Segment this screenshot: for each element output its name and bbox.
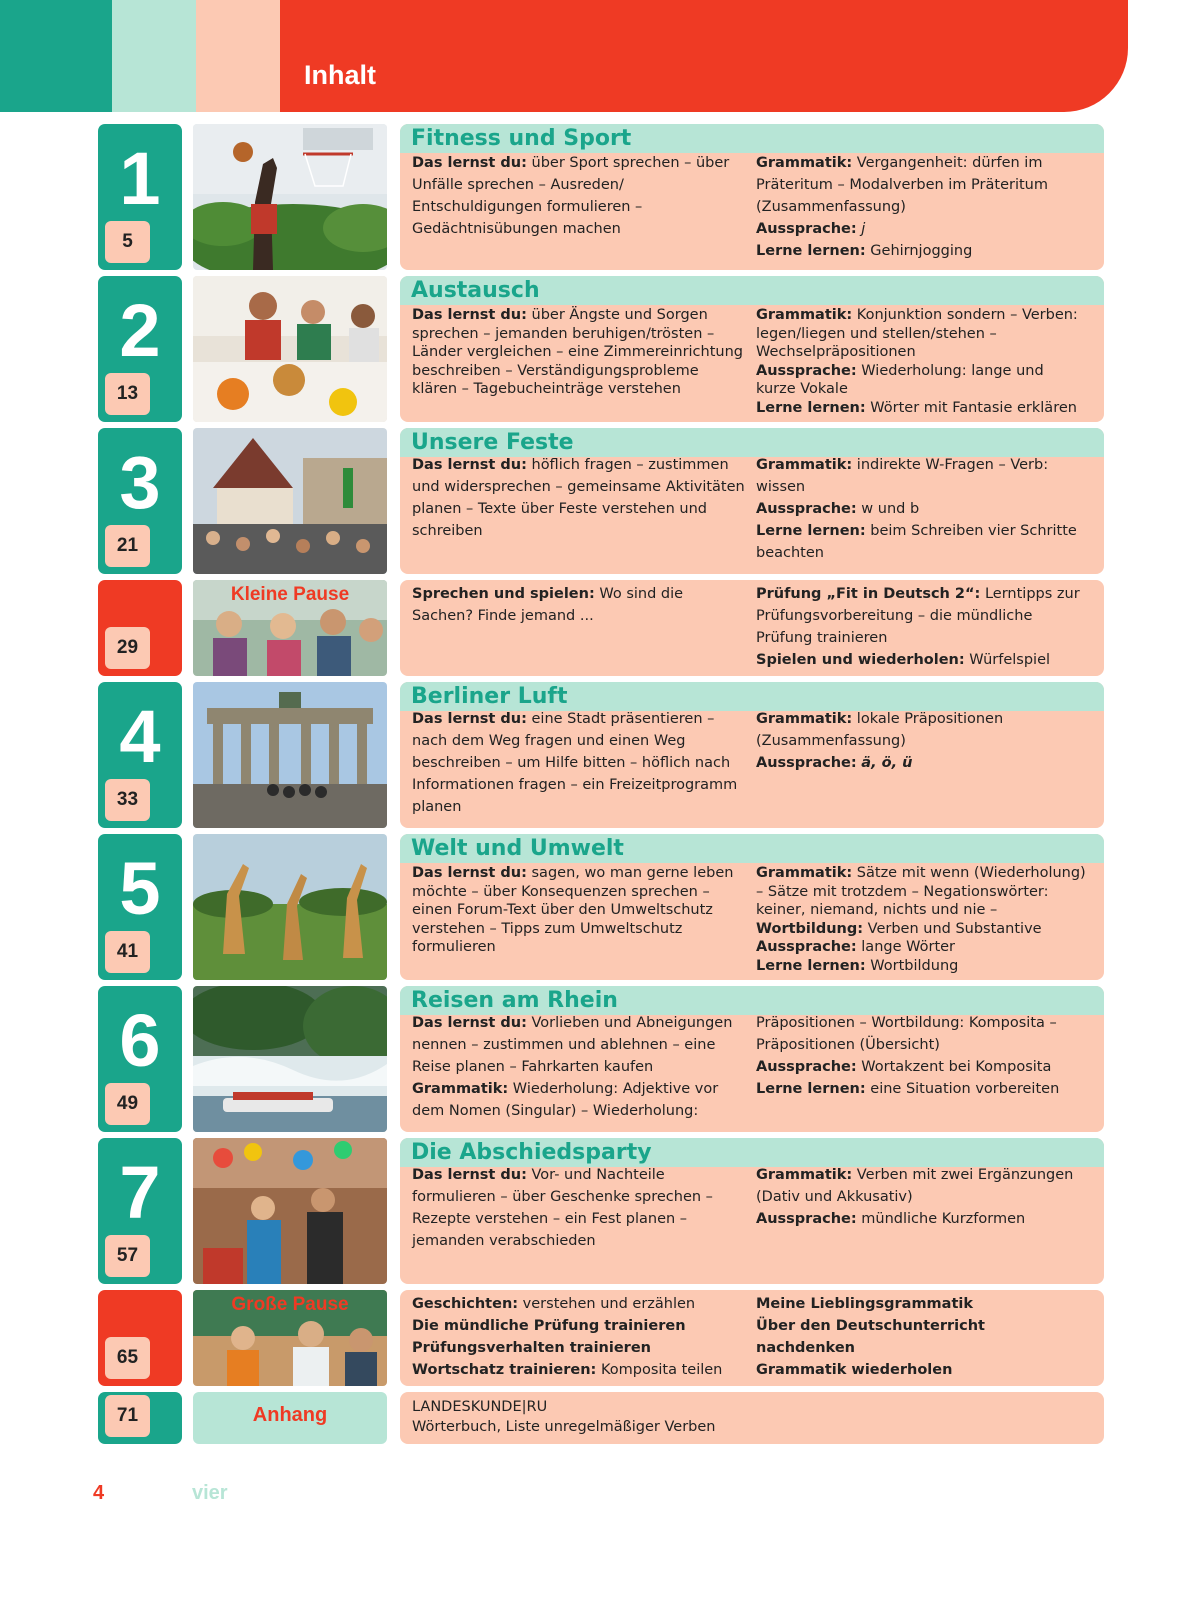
- word-formation-text: Verben und Substantive: [867, 920, 1042, 937]
- grammar-pronunciation: [756, 454, 1086, 564]
- pause-label: Große Pause: [231, 1294, 349, 1315]
- chapter-page-number: 5: [105, 221, 150, 263]
- grammar-label: Grammatik:: [756, 457, 853, 473]
- chapter-row-5[interactable]: [98, 834, 1104, 980]
- footer-page-word: vier: [192, 1482, 228, 1504]
- chapter-photo-family-dinner: [193, 276, 387, 422]
- pause-right-label: Grammatik wiederholen: [756, 1362, 953, 1378]
- chapter-page-number: 49: [105, 1083, 150, 1125]
- grammar-text: lokale Präpositionen (Zusammenfassung): [756, 711, 1004, 749]
- chapter-title: Reisen am Rhein: [400, 986, 1104, 1015]
- footer-page-number: 4: [93, 1482, 105, 1504]
- pronunciation-label: Aussprache:: [756, 501, 857, 517]
- learning-goals-label: Das lernst du:: [412, 1167, 527, 1183]
- learn-to-learn-text: beim Schreiben vier Schritte beachten: [756, 523, 1077, 561]
- grammar-text: Vergangenheit: dürfen im Präteritum – Modalverben im Präteritum (Zusammenfassung): [756, 155, 1048, 215]
- learning-goals: [412, 306, 748, 399]
- chapter-row-1[interactable]: [98, 124, 1104, 270]
- chapter-photo-party: [193, 1138, 387, 1284]
- learning-goals-text: sagen, wo man gerne leben möchte – über Konsequenzen sprechen – einen Forum-Text über den Umweltschutz verstehen – Tipps zum Umweltschutz formulieren: [412, 865, 734, 955]
- grammar-text: Verben mit zwei Ergänzungen (Dativ und Akkusativ): [756, 1167, 1074, 1205]
- pause-left: [412, 583, 748, 627]
- grammar-text: Wiederholung: Adjektive vor dem Nomen (Singular) – Wiederholung:: [412, 1081, 719, 1119]
- chapter-number: 5: [119, 847, 161, 930]
- chapter-number: 7: [119, 1151, 161, 1234]
- learning-goals-text: höflich fragen – zustimmen und widersprechen – gemeinsame Aktivitäten planen – Texte über Feste verstehen und schreiben: [412, 457, 745, 539]
- pronunciation-label: Aussprache:: [756, 1059, 857, 1075]
- learning-goals: [412, 1164, 748, 1252]
- pause-number-box: [98, 580, 182, 676]
- chapter-number-box: [98, 1138, 182, 1284]
- learning-goals-label: Das lernst du:: [412, 307, 527, 323]
- learn-to-learn-text: Wörter mit Fantasie erklären: [870, 399, 1077, 416]
- chapter-title: Welt und Umwelt: [400, 834, 1104, 863]
- chapter-number: 2: [119, 289, 161, 372]
- chapter-photo-basketball: [193, 124, 387, 270]
- chapter-number: 1: [119, 137, 161, 220]
- learning-goals: [412, 1012, 748, 1122]
- chapter-number-box: [98, 682, 182, 828]
- grammar-pronunciation: [756, 864, 1086, 975]
- grammar-continued-text: Präpositionen – Wortbildung: Komposita – Präpositionen (Übersicht): [756, 1015, 1057, 1053]
- learning-goals-label: Das lernst du:: [412, 457, 527, 473]
- appendix-content: [400, 1392, 1104, 1444]
- chapter-row-6[interactable]: [98, 986, 1104, 1132]
- chapter-number-box: [98, 124, 182, 270]
- header-mint-block: [112, 0, 196, 112]
- grammar-pronunciation: [756, 708, 1086, 774]
- appendix-line-1: LANDESKUNDE|RU: [412, 1399, 548, 1415]
- grammar-label: Grammatik:: [756, 1167, 853, 1183]
- header-red-banner: [280, 0, 1128, 112]
- learn-to-learn-label: Lerne lernen:: [756, 243, 866, 259]
- pronunciation-text: w und b: [861, 501, 920, 517]
- pronunciation-label: Aussprache:: [756, 221, 857, 237]
- appendix-label-box: [193, 1392, 387, 1444]
- learning-goals: [412, 708, 748, 818]
- pause-photo-group: [193, 580, 387, 676]
- learning-goals-text: Vorlieben und Abneigungen nennen – zustimmen und ablehnen – eine Reise planen – Fahrkarten kaufen: [412, 1015, 733, 1075]
- chapter-page-number: 33: [105, 779, 150, 821]
- pause-right-text: Würfelspiel: [969, 652, 1051, 668]
- learn-to-learn-text: Wortbildung: [870, 957, 959, 974]
- pause-left-label: Prüfungsverhalten trainieren: [412, 1340, 651, 1356]
- learn-to-learn-label: Lerne lernen:: [756, 957, 866, 974]
- pronunciation-label: Aussprache:: [756, 1211, 857, 1227]
- pronunciation-label: Aussprache:: [756, 755, 857, 771]
- pause-left: [412, 1293, 748, 1381]
- pause-right: [756, 583, 1086, 671]
- chapter-photo-town-festival: [193, 428, 387, 574]
- chapter-row-4[interactable]: [98, 682, 1104, 828]
- chapter-content: [400, 428, 1104, 574]
- pronunciation-label: Aussprache:: [756, 939, 857, 955]
- pause-right-label: Meine Lieblingsgrammatik: [756, 1296, 973, 1312]
- learn-to-learn-label: Lerne lernen:: [756, 523, 866, 539]
- chapter-page-number: 13: [105, 373, 150, 415]
- chapter-page-number: 41: [105, 931, 150, 973]
- grammar-label: Grammatik:: [756, 307, 853, 323]
- chapter-row-2[interactable]: [98, 276, 1104, 422]
- chapter-number-box: [98, 834, 182, 980]
- pause-label: Kleine Pause: [230, 584, 350, 605]
- pause-number-box: [98, 1290, 182, 1386]
- chapter-content: [400, 682, 1104, 828]
- grammar-pronunciation: [756, 152, 1086, 262]
- grammar-text: indirekte W-Fragen – Verb: wissen: [756, 457, 1049, 495]
- pause-row-grosse[interactable]: [98, 1290, 1104, 1386]
- grammar-label: Grammatik:: [756, 865, 853, 881]
- learning-goals: [412, 152, 748, 240]
- pause-content: [400, 1290, 1104, 1386]
- grammar-label: Grammatik:: [756, 711, 853, 727]
- pause-page-number: 29: [105, 627, 150, 669]
- chapter-number-box: [98, 428, 182, 574]
- chapter-page-number: 21: [105, 525, 150, 567]
- pause-row-kleine[interactable]: [98, 580, 1104, 676]
- chapter-title: Austausch: [400, 276, 1104, 305]
- learn-to-learn-text: Gehirnjogging: [870, 243, 973, 259]
- learning-goals-text: über Ängste und Sorgen sprechen – jemanden beruhigen/trösten – Länder vergleichen – eine Zimmereinrichtung beschreiben – Verständigungsprobleme klären – Tagebucheinträge verstehen: [412, 307, 743, 397]
- pause-right-label: Über den Deutschunterricht nachdenken: [756, 1318, 985, 1356]
- pause-left-label: Sprechen und spielen:: [412, 586, 595, 602]
- word-formation-label: Wortbildung:: [756, 920, 864, 937]
- chapter-photo-giraffes: [193, 834, 387, 980]
- page-title: Inhalt: [304, 60, 376, 90]
- chapter-content: [400, 276, 1104, 422]
- pause-right-label: Prüfung „Fit in Deutsch 2“:: [756, 586, 981, 602]
- pronunciation-text: Wortakzent bei Komposita: [861, 1059, 1052, 1075]
- chapter-title: Die Abschiedsparty: [400, 1138, 1104, 1167]
- learning-goals: [412, 454, 748, 542]
- grammar-text: Konjunktion sondern – Verben: legen/liegen und stellen/stehen – Wechselpräpositionen: [756, 307, 1078, 360]
- pause-right-text: Lerntipps zur Prüfungsvorbereitung – die mündliche Prüfung trainieren: [756, 586, 1080, 646]
- chapter-number: 6: [119, 999, 161, 1082]
- chapter-photo-rhine-falls: [193, 986, 387, 1132]
- pause-content: [400, 580, 1104, 676]
- pronunciation-text: j: [861, 221, 866, 237]
- chapter-row-7[interactable]: [98, 1138, 1104, 1284]
- grammar-label: Grammatik:: [756, 155, 853, 171]
- appendix-line-2: Wörterbuch, Liste unregelmäßiger Verben: [412, 1419, 716, 1435]
- pause-left-label: Die mündliche Prüfung trainieren: [412, 1318, 686, 1334]
- pronunciation-text: lange Wörter: [861, 939, 956, 955]
- grammar-pronunciation: [756, 306, 1086, 417]
- learning-goals-label: Das lernst du:: [412, 711, 527, 727]
- learning-goals-text: über Sport sprechen – über Unfälle sprechen – Ausreden/ Entschuldigungen formulieren – Gedächtnisübungen machen: [412, 155, 730, 237]
- chapter-photo-brandenburg-gate: [193, 682, 387, 828]
- chapter-content: [400, 986, 1104, 1132]
- appendix-label: Anhang: [252, 1404, 328, 1426]
- chapter-number-box: [98, 276, 182, 422]
- pause-left-label: Wortschatz trainieren:: [412, 1362, 597, 1378]
- chapter-page-number: 57: [105, 1235, 150, 1277]
- chapter-content: [400, 1138, 1104, 1284]
- pause-left-text: verstehen und erzählen: [522, 1296, 696, 1312]
- grammar-label: Grammatik:: [412, 1081, 509, 1097]
- pronunciation-label: Aussprache:: [756, 362, 857, 379]
- learn-to-learn-label: Lerne lernen:: [756, 1081, 866, 1097]
- chapter-row-3[interactable]: [98, 428, 1104, 574]
- pause-left-text: Wo sind die Sachen? Finde jemand ...: [412, 586, 684, 624]
- learning-goals-text: Vor- und Nachteile formulieren – über Geschenke sprechen – Rezepte verstehen – ein Fest planen – jemanden verabschieden: [412, 1167, 713, 1249]
- grammar-text: Sätze mit wenn (Wiederholung) – Sätze mit trotzdem – Negationswörter: keiner, niemand, nichts und nie –: [756, 865, 1086, 918]
- pause-right-label: Spielen und wiederholen:: [756, 652, 965, 668]
- learning-goals-label: Das lernst du:: [412, 155, 527, 171]
- pronunciation-text: mündliche Kurzformen: [861, 1211, 1026, 1227]
- learn-to-learn-text: eine Situation vorbereiten: [870, 1081, 1060, 1097]
- appendix-number-box: [98, 1392, 182, 1444]
- appendix-row[interactable]: [98, 1392, 1104, 1444]
- chapter-content: [400, 124, 1104, 270]
- pause-photo-classroom: [193, 1290, 387, 1386]
- chapter-number: 4: [119, 695, 161, 778]
- learning-goals-label: Das lernst du:: [412, 1015, 527, 1031]
- header-peach-block: [196, 0, 280, 112]
- header-teal-block: [0, 0, 112, 112]
- pause-right: [756, 1293, 1086, 1381]
- chapter-title: Fitness und Sport: [400, 124, 1104, 153]
- learning-goals-label: Das lernst du:: [412, 865, 527, 881]
- appendix-text: [412, 1397, 1052, 1437]
- chapter-number: 3: [119, 441, 161, 524]
- pronunciation-text: ä, ö, ü: [861, 755, 913, 771]
- chapter-title: Berliner Luft: [400, 682, 1104, 711]
- chapter-content: [400, 834, 1104, 980]
- appendix-page-number: 71: [105, 1395, 150, 1437]
- learning-goals: [412, 864, 748, 957]
- grammar-pronunciation: [756, 1012, 1086, 1100]
- chapter-number-box: [98, 986, 182, 1132]
- chapter-title: Unsere Feste: [400, 428, 1104, 457]
- pause-page-number: 65: [105, 1337, 150, 1379]
- pause-left-label: Geschichten:: [412, 1296, 519, 1312]
- pronunciation-text: Wiederholung: lange und kurze Vokale: [756, 362, 1044, 397]
- pause-left-text: Komposita teilen: [600, 1362, 723, 1378]
- learn-to-learn-label: Lerne lernen:: [756, 399, 866, 416]
- learning-goals-text: eine Stadt präsentieren – nach dem Weg fragen und einen Weg beschreiben – um Hilfe bitten – höflich nach Informationen fragen – ein Freizeitprogramm planen: [412, 711, 738, 815]
- grammar-pronunciation: [756, 1164, 1086, 1230]
